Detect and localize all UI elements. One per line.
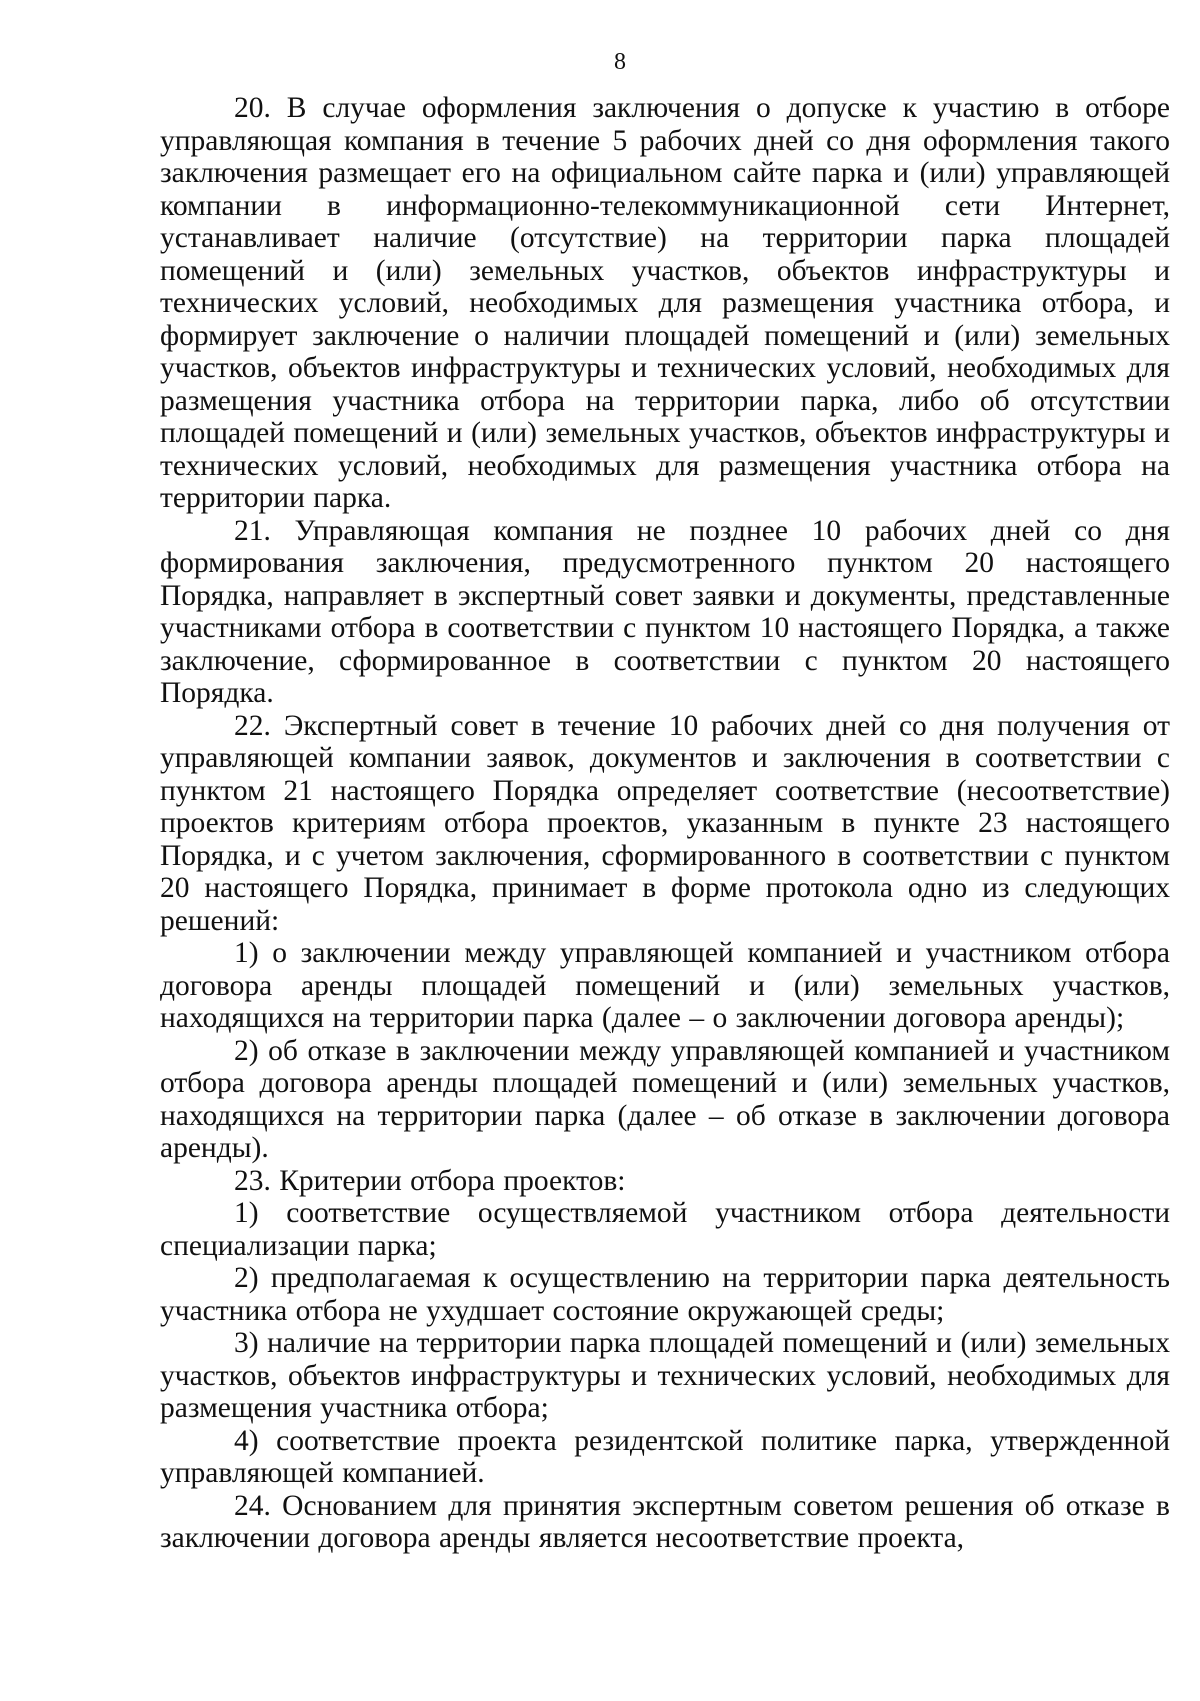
paragraph-23-item-2: 2) предполагаемая к осуществлению на территории парка деятельность участника отбора не ухудшает состояние окружающей среды; xyxy=(160,1262,1170,1327)
paragraph-24: 24. Основанием для принятия экспертным советом решения об отказе в заключении договора аренды является несоответствие проекта, xyxy=(160,1489,1170,1554)
paragraph-23-item-4: 4) соответствие проекта резидентской политике парка, утвержденной управляющей компанией. xyxy=(160,1424,1170,1489)
paragraph-23-item-3: 3) наличие на территории парка площадей помещений и (или) земельных участков, объектов инфраструктуры и технических условий, необходимых для размещения участника отбора; xyxy=(160,1327,1170,1424)
paragraph-22-item-2: 2) об отказе в заключении между управляющей компанией и участником отбора договора аренды площадей помещений и (или) земельных участков, находящихся на территории парка (далее – об отказе в заключении договора аренды). xyxy=(160,1034,1170,1164)
page-number: 8 xyxy=(614,49,626,75)
paragraph-23: 23. Критерии отбора проектов: xyxy=(234,1164,626,1197)
document-body xyxy=(160,92,1170,1555)
paragraph-22: 22. Экспертный совет в течение 10 рабочих дней со дня получения от управляющей компании заявок, документов и заключения в соответствии с пунктом 21 настоящего Порядка определяет соответствие (несоответствие) проектов критериям отбора проектов, указанным в пункте 23 настоящего Порядка, и с учетом заключения, сформированного в соответствии с пунктом 20 настоящего Порядка, принимает в форме протокола одно из следующих решений: xyxy=(160,709,1170,937)
paragraph-23-item-1: 1) соответствие осуществляемой участником отбора деятельности специализации парка; xyxy=(160,1197,1170,1262)
paragraph-21: 21. Управляющая компания не позднее 10 рабочих дней со дня формирования заключения, предусмотренного пунктом 20 настоящего Порядка, направляет в экспертный совет заявки и документы, представленные участниками отбора в соответствии с пунктом 10 настоящего Порядка, а также заключение, сформированное в соответствии с пунктом 20 настоящего Порядка. xyxy=(160,514,1170,709)
paragraph-20: 20. В случае оформления заключения о допуске к участию в отборе управляющая компания в течение 5 рабочих дней со дня оформления такого заключения размещает его на официальном сайте парка и (или) управляющей компании в информационно-телекоммуникационной сети Интернет, устанавливает наличие (отсутствие) на территории парка площадей помещений и (или) земельных участков, объектов инфраструктуры и технических условий, необходимых для размещения участника отбора, и формирует заключение о наличии площадей помещений и (или) земельных участков, объектов инфраструктуры и технических условий, необходимых для размещения участника отбора на территории парка, либо об отсутствии площадей помещений и (или) земельных участков, объектов инфраструктуры и технических условий, необходимых для размещения участника отбора на территории парка. xyxy=(160,92,1170,514)
paragraph-22-item-1: 1) о заключении между управляющей компанией и участником отбора договора аренды площадей помещений и (или) земельных участков, находящихся на территории парка (далее – о заключении договора аренды); xyxy=(160,937,1170,1034)
